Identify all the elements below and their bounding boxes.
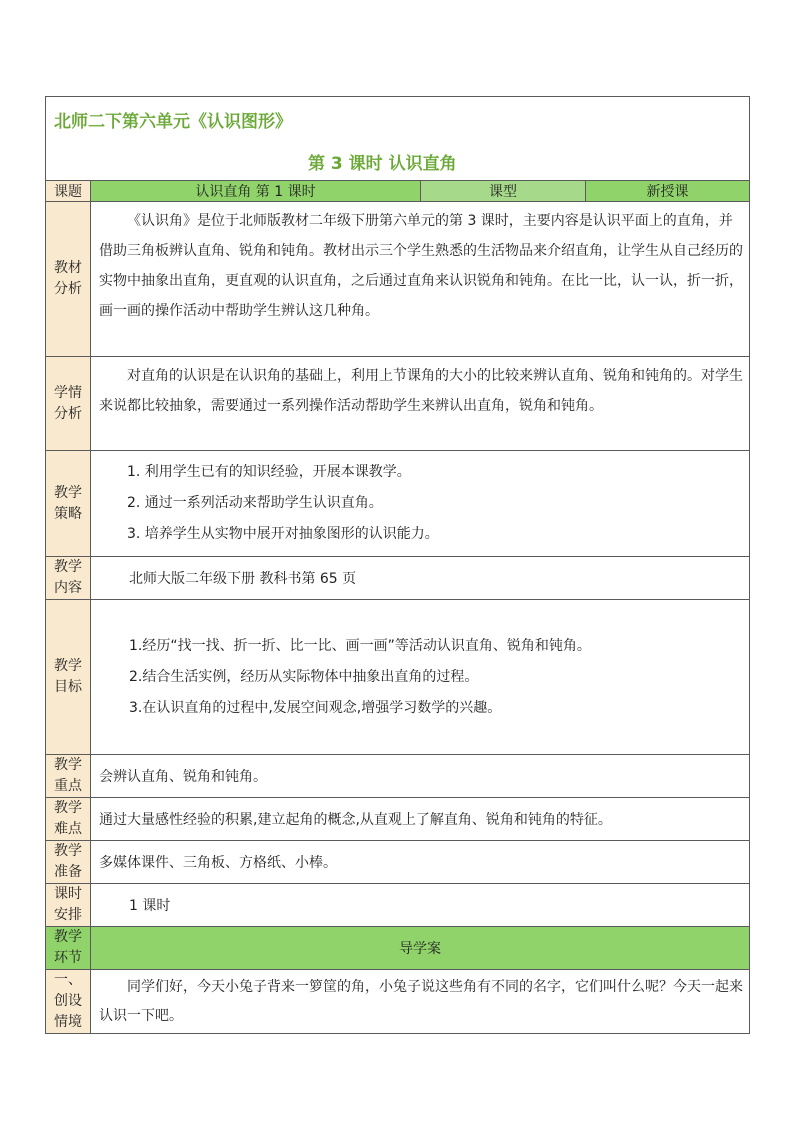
lesson-plan-sheet bbox=[45, 96, 749, 1034]
goals-list bbox=[91, 631, 749, 724]
content-text: 北师大版二年级下册 教科书第 65 页 bbox=[129, 571, 357, 587]
type-value: 新授课 bbox=[586, 181, 750, 202]
goal-item: 2.结合生活实例，经历从实际物体中抽象出直角的过程。 bbox=[129, 668, 479, 685]
phase-header: 导学案 bbox=[91, 927, 750, 970]
difficulties-text: 通过大量感性经验的积累,建立起角的概念,从直观上了解直角、锐角和钝角的特征。 bbox=[99, 812, 612, 828]
title-cell bbox=[46, 97, 750, 181]
material-text: 《认识角》是位于北师版教材二年级下册第六单元的第 3 课时，主要内容是认识平面上的直角，并借助三角板辨认直角、锐角和钝角。教材出示三个学生熟悉的生活物品来介绍直角，让学生从自己经历的实物中抽象出直角，更直观的认识直角，之后通过直角来认识锐角和钝角。在比一比，认一认，折一折，画一画的操作活动中帮助学生辨认这几种角。 bbox=[99, 213, 743, 319]
key-points-label-text: 教学重点 bbox=[54, 757, 82, 794]
material-label bbox=[46, 202, 91, 357]
students-label bbox=[46, 357, 91, 451]
students-text: 对直角的认识是在认识角的基础上，利用上节课角的大小的比较来辨认直角、锐角和钝角的。对学生来说都比较抽象，需要通过一系列操作活动帮助学生来辨认出直角，锐角和钝角。 bbox=[99, 368, 743, 414]
goals-label bbox=[46, 600, 91, 755]
key-points-text: 会辨认直角、锐角和钝角。 bbox=[99, 769, 267, 785]
key-points-cell bbox=[91, 755, 750, 798]
difficulties-label bbox=[46, 798, 91, 841]
goals-cell bbox=[91, 600, 750, 755]
material-label-text: 教材分析 bbox=[54, 260, 82, 297]
preparation-cell bbox=[91, 841, 750, 884]
scenario-label bbox=[46, 970, 91, 1034]
schedule-cell bbox=[91, 884, 750, 927]
preparation-text: 多媒体课件、三角板、方格纸、小棒。 bbox=[99, 855, 337, 871]
goal-item: 3.在认识直角的过程中,发展空间观念,增强学习数学的兴趣。 bbox=[129, 699, 502, 716]
topic-label: 课题 bbox=[46, 181, 91, 202]
topic-value: 认识直角 第 1 课时 bbox=[91, 181, 421, 202]
preparation-label bbox=[46, 841, 91, 884]
strategy-item: 2. 通过一系列活动来帮助学生认识直角。 bbox=[127, 495, 383, 511]
scenario-label-text: 一、创设情境 bbox=[54, 972, 82, 1030]
goal-item: 1.经历“找一找、折一折、比一比、画一画”等活动认识直角、锐角和钝角。 bbox=[129, 637, 591, 654]
scenario-cell bbox=[91, 970, 750, 1034]
material-cell bbox=[91, 202, 750, 357]
content-label bbox=[46, 557, 91, 600]
students-cell bbox=[91, 357, 750, 451]
strategy-item: 1. 利用学生已有的知识经验，开展本课教学。 bbox=[127, 464, 411, 480]
lesson-plan-table bbox=[45, 96, 750, 1034]
strategy-item: 3. 培养学生从实物中展开对抽象图形的认识能力。 bbox=[127, 526, 439, 542]
schedule-text: 1 课时 bbox=[129, 898, 171, 914]
preparation-label-text: 教学准备 bbox=[54, 843, 82, 880]
phase-label-text: 教学环节 bbox=[54, 929, 82, 966]
scenario-text: 同学们好，今天小兔子背来一箩筐的角，小兔子说这些角有不同的名字，它们叫什么呢？今天一起来认识一下吧。 bbox=[99, 978, 743, 1024]
content-label-text: 教学内容 bbox=[54, 559, 82, 596]
strategy-list bbox=[91, 451, 749, 556]
document-title: 北师二下第六单元《认识图形》 bbox=[54, 112, 292, 132]
schedule-label bbox=[46, 884, 91, 927]
strategy-cell bbox=[91, 451, 750, 557]
key-points-label bbox=[46, 755, 91, 798]
difficulties-label-text: 教学难点 bbox=[54, 800, 82, 837]
strategy-label bbox=[46, 451, 91, 557]
strategy-label-text: 教学策略 bbox=[54, 484, 82, 522]
lesson-title: 第 3 课时 认识直角 bbox=[308, 154, 457, 174]
phase-label bbox=[46, 927, 91, 970]
content-cell bbox=[91, 557, 750, 600]
students-label-text: 学情分析 bbox=[54, 384, 82, 422]
difficulties-cell bbox=[91, 798, 750, 841]
schedule-label-text: 课时安排 bbox=[54, 886, 82, 923]
goals-label-text: 教学目标 bbox=[54, 658, 82, 695]
type-label: 课型 bbox=[421, 181, 586, 202]
